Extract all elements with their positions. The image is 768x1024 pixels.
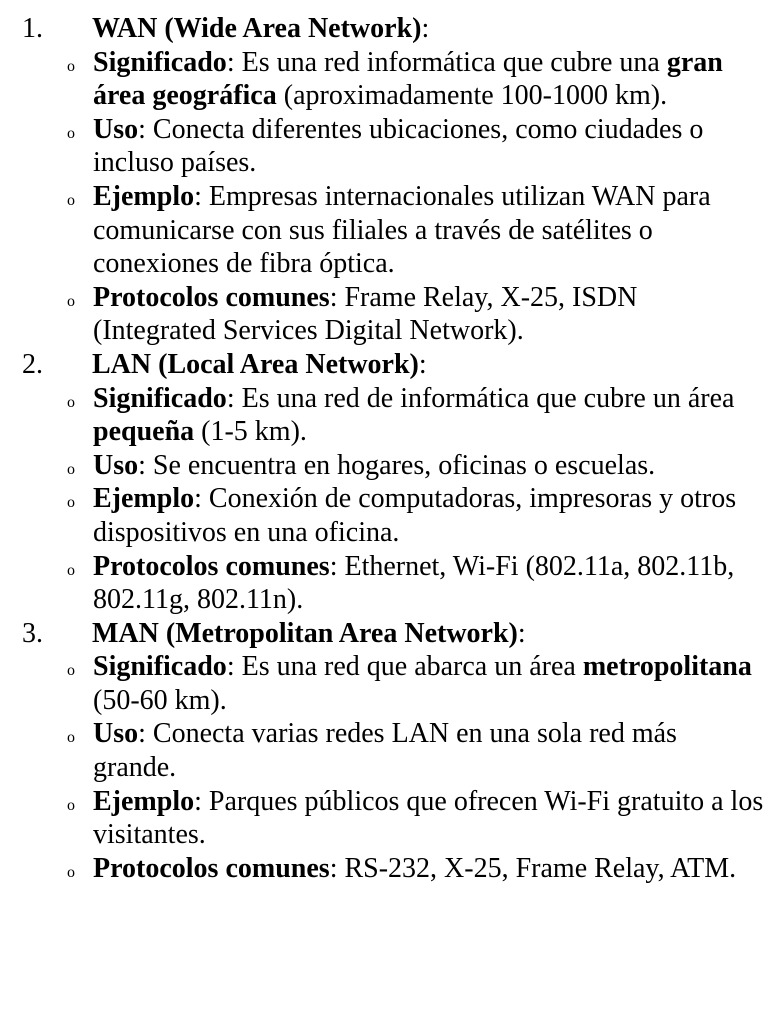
item-text-tail: (1-5 km). bbox=[194, 416, 307, 448]
item-text: : Conecta diferentes ubicaciones, como ciudades o incluso países. bbox=[93, 113, 704, 179]
list-item-text bbox=[93, 651, 752, 716]
bullet-circle-icon: o bbox=[67, 729, 75, 747]
section-title bbox=[92, 617, 526, 651]
item-text: : Es una red informática que cubre una bbox=[226, 46, 667, 78]
item-text: : Es una red que abarca un área bbox=[226, 651, 583, 683]
item-label: Ejemplo bbox=[93, 180, 195, 212]
section-title-text: LAN (Local Area Network) bbox=[92, 348, 419, 380]
item-text-tail: (50-60 km). bbox=[93, 684, 227, 716]
section-wan bbox=[0, 12, 768, 348]
item-label: Uso bbox=[93, 449, 139, 481]
section-title-text: MAN (Metropolitan Area Network) bbox=[92, 617, 518, 649]
item-label: Significado bbox=[93, 382, 227, 414]
item-label: Ejemplo bbox=[93, 483, 195, 515]
section-title-colon: : bbox=[517, 617, 526, 649]
section-man bbox=[0, 617, 768, 886]
list-item-text bbox=[93, 47, 723, 112]
list-item-protocolos bbox=[0, 852, 768, 886]
section-number: 3. bbox=[22, 617, 43, 649]
bullet-circle-icon: o bbox=[67, 494, 75, 512]
item-text: : Parques públicos que ofrecen Wi-Fi gratuito a los visitantes. bbox=[93, 785, 764, 851]
section-title bbox=[92, 348, 427, 382]
item-text: : Conexión de computadoras, impresoras y otros dispositivos en una oficina. bbox=[93, 483, 737, 548]
item-emphasis: metropolitana bbox=[582, 651, 752, 683]
bullet-circle-icon: o bbox=[67, 662, 75, 680]
item-label: Protocolos comunes bbox=[93, 281, 330, 313]
list-item-ejemplo bbox=[0, 180, 768, 281]
list-item-text bbox=[93, 450, 655, 481]
section-number: 1. bbox=[22, 13, 43, 44]
list-item-uso bbox=[0, 717, 768, 784]
list-item-text bbox=[93, 483, 736, 548]
section-title-text: WAN (Wide Area Network) bbox=[92, 13, 422, 44]
list-item-text bbox=[93, 786, 763, 851]
section-title-colon: : bbox=[418, 348, 427, 380]
item-label: Protocolos comunes bbox=[93, 852, 330, 884]
bullet-circle-icon: o bbox=[67, 863, 75, 881]
list-item-significado bbox=[0, 382, 768, 449]
item-text: : Se encuentra en hogares, oficinas o escuelas. bbox=[138, 449, 656, 481]
bullet-circle-icon: o bbox=[67, 796, 75, 814]
bullet-circle-icon: o bbox=[67, 561, 75, 579]
list-item-text bbox=[93, 853, 736, 884]
item-label: Significado bbox=[93, 46, 227, 78]
item-label: Uso bbox=[93, 113, 139, 145]
item-text: : Empresas internacionales utilizan WAN para comunicarse con sus filiales a través de satélites o conexiones de fibra óptica. bbox=[93, 180, 711, 280]
section-heading bbox=[0, 348, 768, 382]
section-heading bbox=[0, 617, 768, 651]
list-item-ejemplo bbox=[0, 785, 768, 852]
list-item-uso bbox=[0, 113, 768, 180]
list-item-significado bbox=[0, 46, 768, 113]
bullet-circle-icon: o bbox=[67, 191, 75, 209]
item-emphasis: gran área geográfica bbox=[93, 46, 723, 112]
item-text: : Es una red de informática que cubre un área bbox=[226, 382, 735, 414]
item-text-tail: (aproximadamente 100-1000 km). bbox=[276, 80, 668, 112]
list-item-ejemplo bbox=[0, 482, 768, 549]
item-text: : Conecta varias redes LAN en una sola red más grande. bbox=[93, 718, 677, 784]
bullet-circle-icon: o bbox=[67, 460, 75, 478]
section-title-colon: : bbox=[421, 13, 430, 44]
item-text: : Ethernet, Wi-Fi (802.11a, 802.11b, 802.11g, 802.11n). bbox=[93, 550, 735, 616]
item-label: Ejemplo bbox=[93, 785, 195, 817]
item-label: Uso bbox=[93, 718, 139, 750]
list-item-text bbox=[93, 114, 703, 179]
list-item-text bbox=[93, 551, 734, 616]
list-item-uso bbox=[0, 449, 768, 483]
list-item-protocolos bbox=[0, 281, 768, 348]
list-item-significado bbox=[0, 650, 768, 717]
item-label: Significado bbox=[93, 651, 227, 683]
list-item-text bbox=[93, 181, 711, 279]
bullet-circle-icon: o bbox=[67, 292, 75, 310]
list-item-protocolos bbox=[0, 550, 768, 617]
section-heading bbox=[0, 12, 768, 46]
bullet-circle-icon: o bbox=[67, 57, 75, 75]
section-title bbox=[92, 12, 429, 46]
item-label: Protocolos comunes bbox=[93, 550, 330, 582]
document-body bbox=[0, 12, 768, 885]
list-item-text bbox=[93, 383, 734, 448]
section-number: 2. bbox=[22, 348, 43, 380]
item-text: : Frame Relay, X-25, ISDN (Integrated Services Digital Network). bbox=[93, 281, 638, 347]
bullet-circle-icon: o bbox=[67, 393, 75, 411]
list-item-text bbox=[93, 718, 677, 783]
item-text: : RS-232, X-25, Frame Relay, ATM. bbox=[329, 852, 737, 884]
list-item-text bbox=[93, 282, 637, 347]
bullet-circle-icon: o bbox=[67, 124, 75, 142]
section-lan bbox=[0, 348, 768, 617]
item-emphasis: pequeña bbox=[93, 416, 195, 448]
